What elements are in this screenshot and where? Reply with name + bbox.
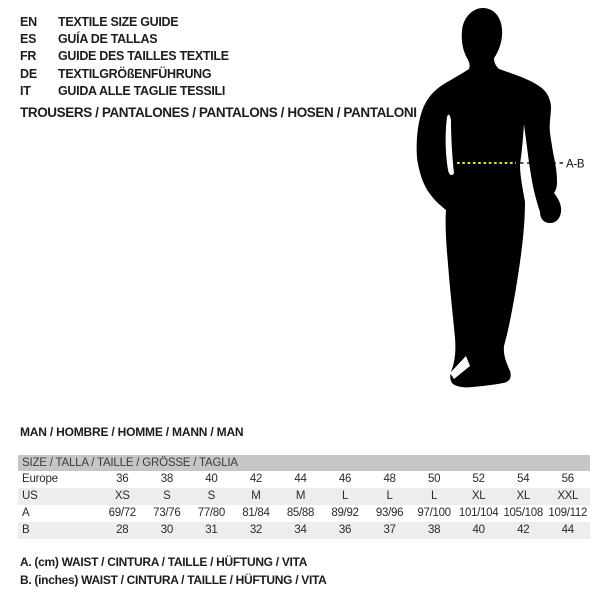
table-cell: 31	[205, 524, 218, 536]
table-cell: 101/104	[458, 507, 499, 519]
note-a: A. (cm) WAIST / CINTURA / TAILLE / HÜFTUNG / VITA	[20, 555, 308, 569]
table-cell: 42	[517, 524, 530, 536]
measure-label: A-B	[566, 158, 585, 171]
table-cell: 36	[116, 473, 129, 485]
table-cell: S	[163, 490, 171, 502]
table-cell: 93/96	[375, 507, 404, 519]
table-cell: 38	[428, 524, 441, 536]
table-cell: L	[431, 490, 438, 502]
row-label: B	[22, 524, 30, 536]
table-cell: 69/72	[108, 507, 136, 519]
table-header: SIZE / TALLA / TAILLE / GRÖSSE / TAGLIA	[18, 455, 590, 471]
table-cell: 44	[561, 524, 574, 536]
row-label: A	[22, 507, 30, 519]
table-cell: 89/92	[331, 507, 359, 519]
table-cell: 52	[472, 473, 485, 485]
language-code: FR	[20, 49, 37, 64]
table-cell: 56	[561, 473, 574, 485]
language-label: GUIDE DES TAILLES TEXTILE	[58, 49, 229, 64]
table-cell: 38	[160, 473, 173, 485]
measurement-notes	[20, 553, 327, 589]
language-row	[20, 65, 229, 82]
table-cell: S	[207, 490, 216, 502]
table-cell: 109/112	[548, 507, 588, 519]
table-cell: 40	[472, 524, 485, 536]
table-cell: 36	[338, 524, 352, 536]
silhouette-body	[417, 8, 562, 387]
language-row	[20, 13, 229, 30]
table-cell: 97/100	[417, 507, 451, 519]
language-row	[20, 82, 229, 99]
language-row	[20, 30, 229, 47]
language-code: DE	[20, 66, 37, 81]
table-row-us	[18, 488, 590, 505]
table-row-europe	[18, 471, 590, 488]
table-cell: 50	[428, 473, 441, 485]
language-list	[20, 13, 229, 99]
table-cell: 46	[338, 473, 352, 485]
row-label: Europe	[22, 473, 58, 485]
language-row	[20, 48, 229, 65]
language-code: IT	[20, 83, 31, 98]
note-b: B. (inches) WAIST / CINTURA / TAILLE / HÜFTUNG / VITA	[20, 573, 327, 587]
man-silhouette	[390, 0, 600, 420]
category-title: TROUSERS / PANTALONES / PANTALONS / HOSEN / PANTALONI	[20, 105, 417, 120]
table-cell: M	[251, 490, 261, 502]
table-cell: 42	[249, 473, 263, 485]
language-code: EN	[20, 14, 37, 29]
table-cell: 73/76	[153, 507, 181, 519]
size-table	[18, 455, 590, 539]
table-cell: 30	[160, 524, 173, 536]
table-cell: 77/80	[197, 507, 225, 519]
table-cell: 85/88	[286, 507, 315, 519]
table-row-a-cm	[18, 505, 590, 522]
table-cell: 54	[517, 473, 530, 485]
table-cell: 40	[205, 473, 218, 485]
table-cell: XS	[114, 490, 130, 502]
table-cell: XL	[516, 490, 530, 502]
table-cell: 32	[249, 524, 263, 536]
table-cell: 28	[116, 524, 129, 536]
language-label: GUÍA DE TALLAS	[58, 31, 158, 46]
language-label: GUIDA ALLE TAGLIE TESSILI	[58, 83, 226, 98]
table-cell: 48	[383, 473, 396, 485]
language-label: TEXTILE SIZE GUIDE	[58, 14, 179, 29]
gender-label: MAN / HOMBRE / HOMME / MANN / MAN	[20, 425, 244, 439]
table-cell: M	[295, 490, 306, 502]
table-cell: 81/84	[242, 507, 270, 519]
table-cell: 37	[383, 524, 396, 536]
table-cell: L	[386, 490, 393, 502]
table-row-b-inches	[18, 522, 590, 539]
table-cell: XL	[471, 490, 486, 502]
table-cell: 105/108	[503, 507, 543, 519]
table-cell: XXL	[557, 490, 579, 502]
table-cell: 44	[294, 473, 307, 485]
table-cell: 34	[294, 524, 307, 536]
table-cell: L	[341, 490, 349, 502]
language-code: ES	[20, 31, 37, 46]
language-label: TEXTILGRÖßENFÜHRUNG	[58, 66, 212, 81]
row-label: US	[22, 490, 38, 502]
